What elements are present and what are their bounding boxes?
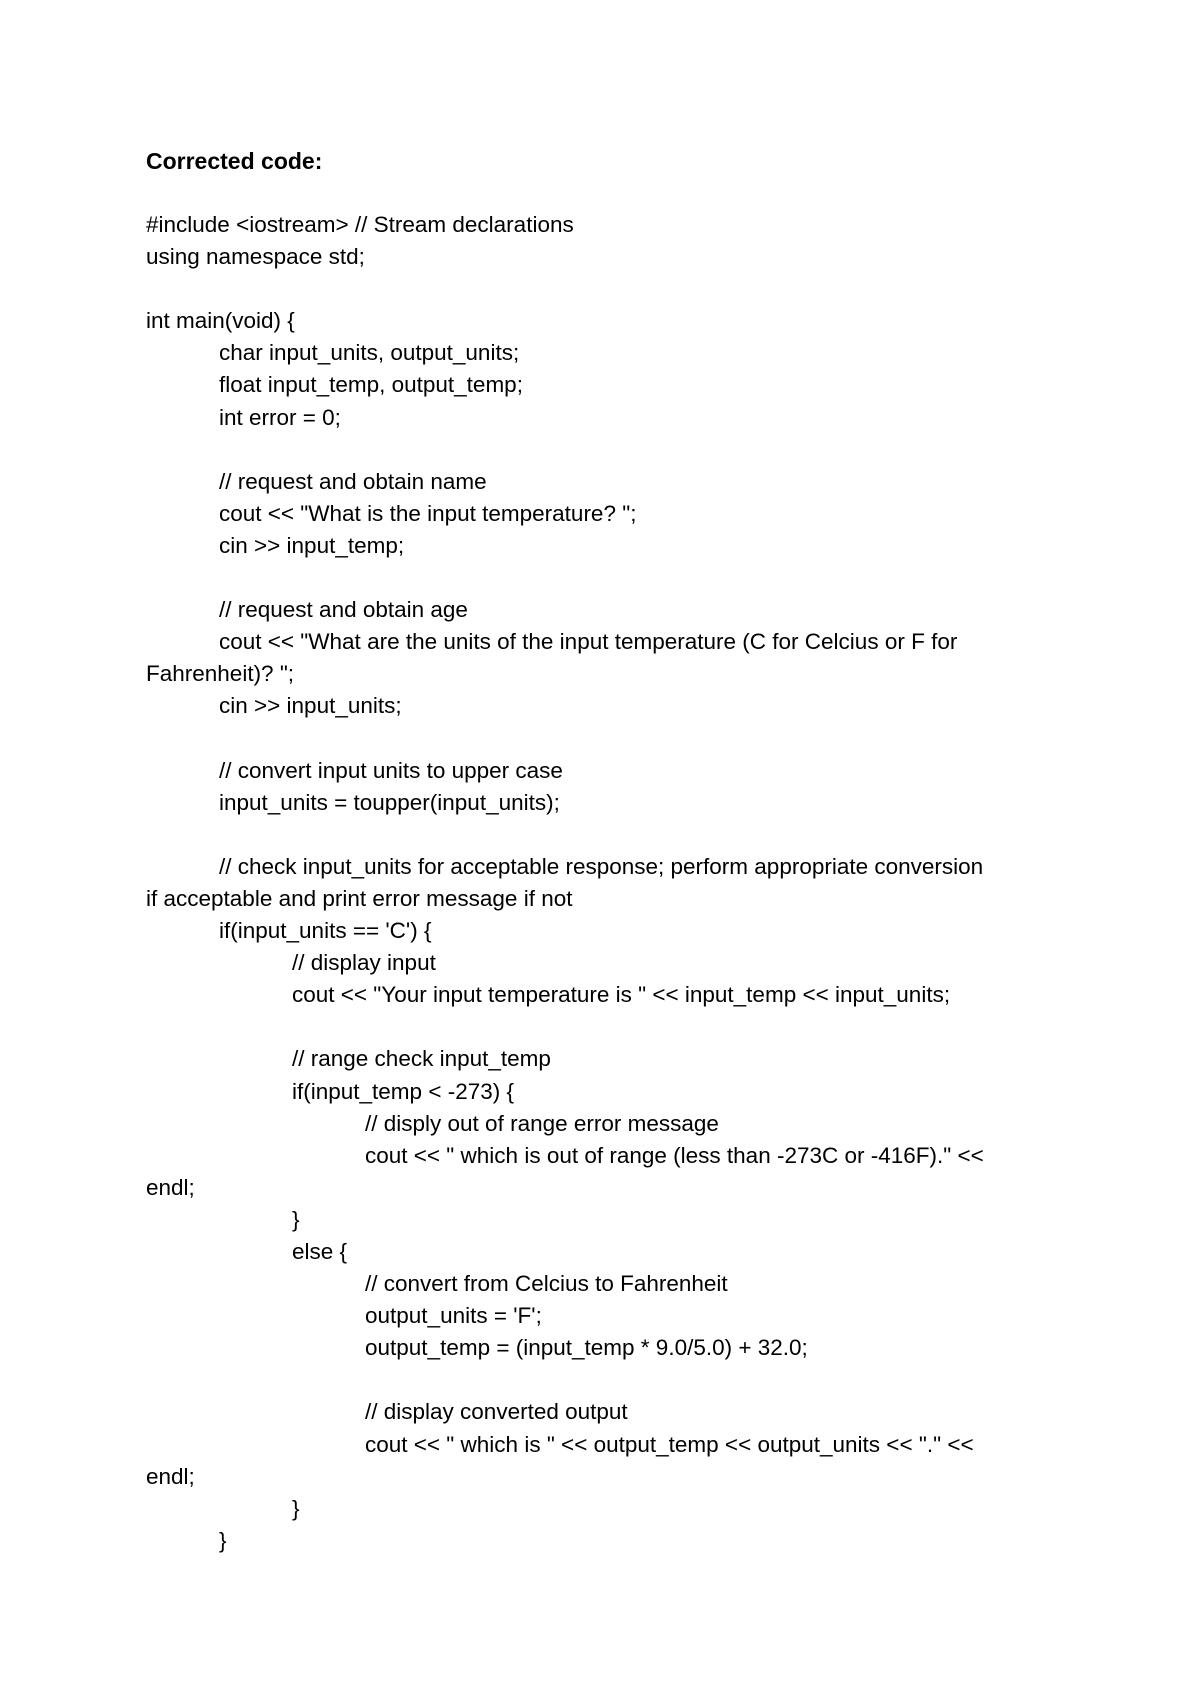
code-line: output_units = 'F'; (365, 1303, 542, 1329)
code-line-wrap: endl; (146, 1463, 195, 1489)
code-line: cout << " which is " << output_temp << output_units << "." << (365, 1431, 974, 1457)
code-line: #include <iostream> // Stream declarations (146, 212, 574, 237)
code-line-wrap: endl; (146, 1174, 195, 1200)
code-comment: // display converted output (365, 1399, 628, 1425)
code-line: cin >> input_units; (219, 693, 402, 719)
code-comment: // request and obtain name (219, 468, 487, 494)
code-line: if(input_units == 'C') { (219, 918, 432, 944)
blank-line (146, 1364, 1076, 1396)
blank-line (146, 434, 1076, 466)
code-line: cout << " which is out of range (less than -273C or -416F)." << (365, 1142, 984, 1168)
blank-line (146, 723, 1076, 755)
code-line: int main(void) { (146, 308, 295, 334)
blank-line (146, 562, 1076, 594)
blank-line (146, 819, 1076, 851)
code-line: input_units = toupper(input_units); (219, 789, 560, 815)
code-line: using namespace std; (146, 244, 365, 270)
code-comment: // display input (292, 950, 436, 976)
code-line-wrap: Fahrenheit)? "; (146, 661, 295, 687)
code-comment: // check input_units for acceptable response; perform appropriate conversion (219, 853, 984, 879)
code-block (146, 209, 1076, 1557)
code-line-wrap: if acceptable and print error message if not (146, 885, 573, 911)
code-line: cout << "Your input temperature is " << input_temp << input_units; (292, 982, 951, 1008)
code-line: cout << "What is the input temperature? "; (219, 500, 637, 526)
code-comment: // convert from Celcius to Fahrenheit (365, 1271, 728, 1297)
blank-line (146, 1011, 1076, 1043)
code-comment: // request and obtain age (219, 597, 468, 623)
code-line: int error = 0; (219, 404, 341, 430)
code-line: cin >> input_temp; (219, 532, 405, 558)
code-comment: // convert input units to upper case (219, 757, 563, 783)
blank-line (146, 273, 1076, 305)
code-line: cout << "What are the units of the input temperature (C for Celcius or F for (219, 629, 958, 655)
code-line: char input_units, output_units; (219, 340, 520, 366)
code-line: } (292, 1495, 300, 1521)
code-line: else { (292, 1239, 348, 1264)
code-line: } (219, 1527, 227, 1553)
code-line: float input_temp, output_temp; (219, 372, 523, 398)
code-comment: // range check input_temp (292, 1046, 551, 1072)
document-heading: Corrected code: (146, 148, 323, 174)
code-line: } (292, 1206, 300, 1232)
code-line: if(input_temp < -273) { (292, 1078, 515, 1104)
code-line: output_temp = (input_temp * 9.0/5.0) + 32.0; (365, 1335, 808, 1361)
code-comment: // disply out of range error message (365, 1110, 719, 1136)
